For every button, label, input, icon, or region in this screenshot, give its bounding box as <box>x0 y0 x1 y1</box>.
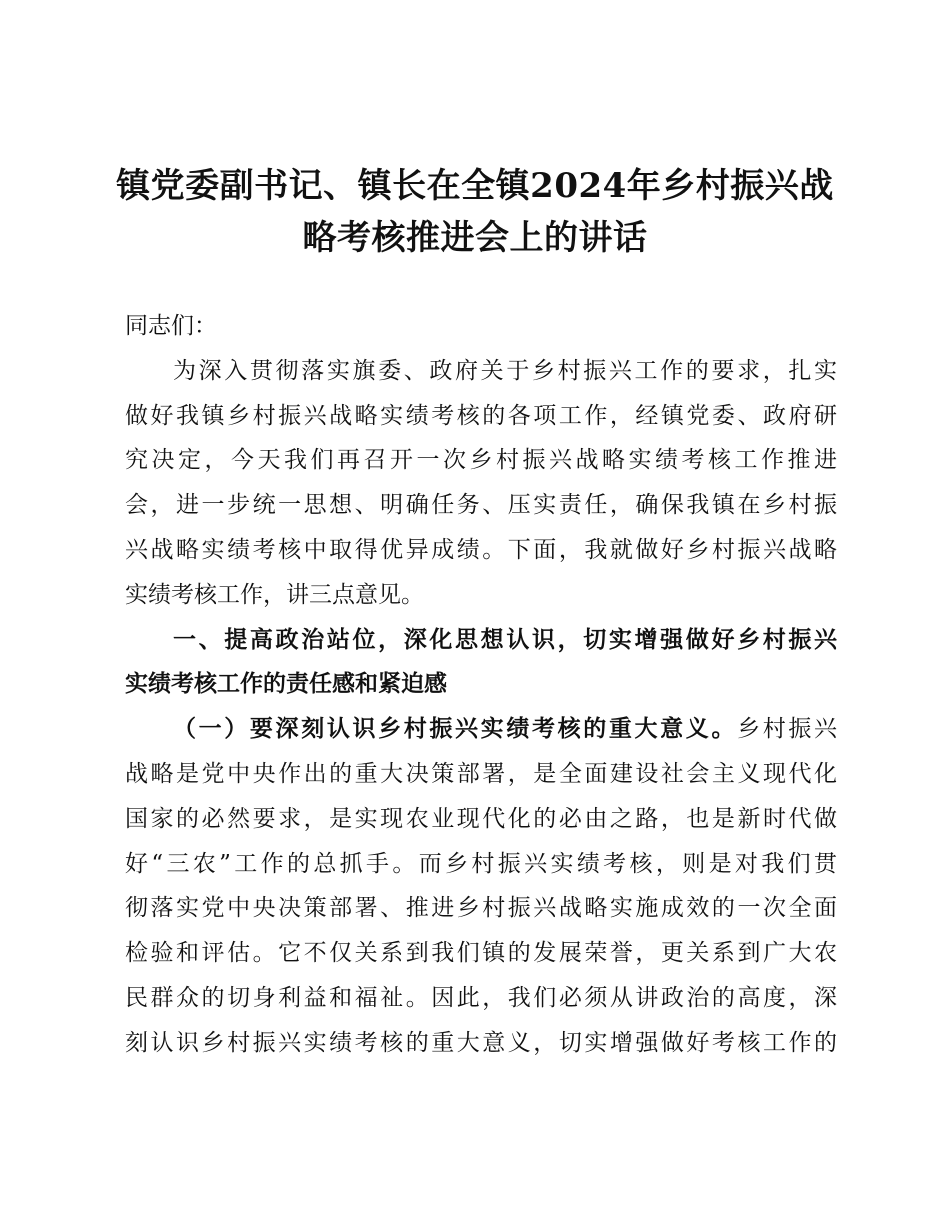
subsection-line: 刻认识乡村振兴实绩考核的重大意义，切实增强做好考核工作的 <box>125 1029 837 1056</box>
title-line-2: 略考核推进会上的讲话 <box>302 218 648 258</box>
salutation: 同志们： <box>125 313 217 339</box>
document-body <box>125 304 837 1066</box>
document-title <box>110 160 840 264</box>
subsection-line: 民群众的切身利益和福祉。因此，我们必须从讲政治的高度，深 <box>125 984 837 1011</box>
section-heading-line: 一、提高政治站位，深化思想认识，切实增强做好乡村振兴 <box>173 626 837 653</box>
subsection-first-line <box>125 707 837 752</box>
intro-line: 兴战略实绩考核中取得优异成绩。下面，我就做好乡村振兴战略 <box>125 536 837 563</box>
intro-line: 究决定，今天我们再召开一次乡村振兴战略实绩考核工作推进 <box>125 447 837 474</box>
subsection-line: 检验和评估。它不仅关系到我们镇的发展荣誉，更关系到广大农 <box>125 940 837 967</box>
intro-line: 做好我镇乡村振兴战略实绩考核的各项工作，经镇党委、政府研 <box>125 402 837 429</box>
title-line-1: 镇党委副书记、镇长在全镇2024年乡村振兴战 <box>116 166 834 206</box>
subsection-lead: （一）要深刻认识乡村振兴实绩考核的重大意义。 <box>173 715 738 743</box>
section-heading-line: 实绩考核工作的责任感和紧迫感 <box>125 671 447 698</box>
subsection-line: 战略是党中央作出的重大决策部署，是全面建设社会主义现代化 <box>125 760 837 787</box>
intro-line: 为深入贯彻落实旗委、政府关于乡村振兴工作的要求，扎实 <box>173 357 837 384</box>
intro-line: 实绩考核工作，讲三点意见。 <box>125 581 424 608</box>
intro-line: 会，进一步统一思想、明确任务、压实责任，确保我镇在乡村振 <box>125 492 837 519</box>
subsection-line: 彻落实党中央决策部署、推进乡村振兴战略实施成效的一次全面 <box>125 895 837 922</box>
subsection-lead-rest: 乡村振兴 <box>737 716 837 743</box>
subsection-line: 国家的必然要求，是实现农业现代化的必由之路，也是新时代做 <box>125 805 837 832</box>
subsection-line: 好“三农”工作的总抓手。而乡村振兴实绩考核，则是对我们贯 <box>125 850 837 877</box>
